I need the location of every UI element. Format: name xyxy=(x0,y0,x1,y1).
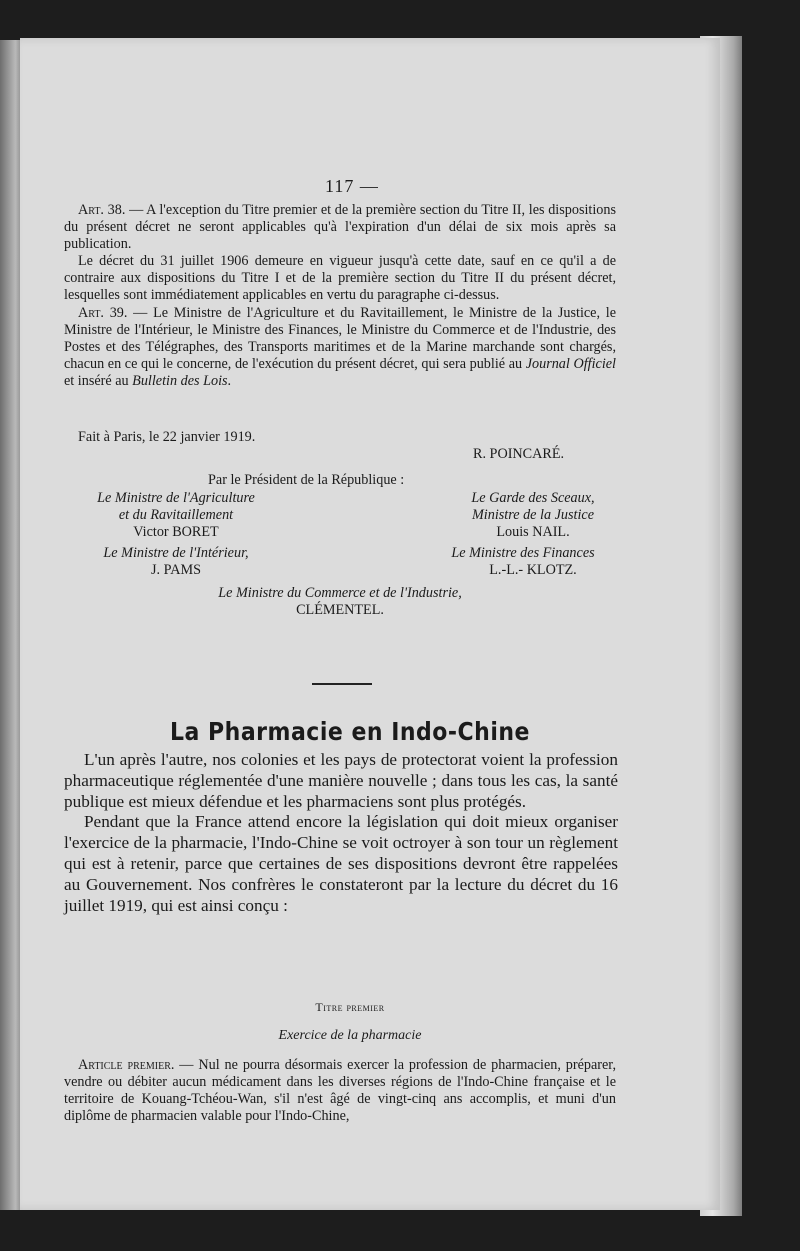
article-premier xyxy=(64,1057,616,1125)
article-premier-body: — Nul ne pourra désormais exercer la profession de pharmacien, préparer, vendre ou débiter aucun médicament dans les diverses régions de l'Indo-Chine française et le territoire de Kouang-Tchéou-Wan, s'il n'est âgé de vingt-cinq ans accomplis, et muni d'un diplôme de pharmacien valable pour l'Indo-Chine, xyxy=(64,1057,617,1125)
page-number: 117 — xyxy=(325,176,379,196)
previous-page-edge xyxy=(0,40,22,1210)
finance-minister-title: Le Ministre des Finances xyxy=(451,545,595,561)
interior-minister-name: J. PAMS xyxy=(151,562,201,578)
scanned-page xyxy=(20,38,720,1210)
decree-articles xyxy=(64,202,616,390)
agriculture-minister-title-2: et du Ravitaillement xyxy=(118,507,234,523)
justice-minister-name: Louis NAIL. xyxy=(496,524,570,540)
journal-officiel: Journal Officiel xyxy=(525,355,617,372)
bulletin-des-lois: Bulletin des Lois xyxy=(132,372,228,389)
article-38-label: Art. xyxy=(78,202,104,218)
article-39-body-cont: et inséré au xyxy=(64,372,133,389)
article-39 xyxy=(64,305,616,390)
justice-minister-title-1: Le Garde des Sceaux, xyxy=(471,490,595,506)
article-introduction xyxy=(64,750,618,916)
interior-minister-title: Le Ministre de l'Intérieur, xyxy=(103,545,249,561)
article-heading: La Pharmacie en Indo-Chine xyxy=(170,718,530,747)
intro-paragraph-2: Pendant que la France attend encore la législation qui doit mieux organiser l'exercice de la pharmacie, l'Indo-Chine se voit octroyer à son tour un règlement qui est à retenir, parce que certaines de ses dispositions devront être rappelées au Gouvernement. Nos confrères le constateront par la lecture du décret du 16 juillet 1919, qui est ainsi conçu : xyxy=(64,812,618,915)
finance-minister-name: L.-L.- KLOTZ. xyxy=(489,562,577,578)
titre-premier: Titre premier xyxy=(315,1000,385,1014)
article-premier-paragraph xyxy=(64,1057,616,1125)
justice-minister-title-2: Ministre de la Justice xyxy=(471,507,594,523)
date-line: Fait à Paris, le 22 janvier 1919. xyxy=(78,429,256,445)
commerce-minister-title: Le Ministre du Commerce et de l'Industrie, xyxy=(218,585,462,601)
decree-1906-paragraph: Le décret du 31 juillet 1906 demeure en vigueur jusqu'à cette date, sauf en ce qu'il a de contraire aux dispositions du Titre I et de la première section du Titre II du présent décret, lesquelles sont immédiatement applicables en vertu du paragraphe ci-dessus. xyxy=(64,253,616,304)
article-39-body: 39. — Le Ministre de l'Agriculture et du Ravitaillement, le Ministre de la Justice, le Ministre de l'Intérieur, le Ministre des Finances, le Ministre du Commerce et de l'Industrie, des Postes et des Télégraphes, des Transports maritimes et de la Marine marchande sont chargés, chacun en ce qui le concerne, de l'exécution du présent décret, qui sera publié au xyxy=(64,304,616,372)
section-title: Exercice de la pharmacie xyxy=(278,1028,422,1043)
article-38-body: 38. — A l'exception du Titre premier et de la première section du Titre II, les dispositions du présent décret ne seront applicables qu'à l'expiration d'un délai de six mois après sa publication. xyxy=(64,202,616,253)
agriculture-minister-title-1: Le Ministre de l'Agriculture xyxy=(97,490,255,506)
president-signature: R. POINCARÉ. xyxy=(473,446,565,462)
article-38 xyxy=(64,202,616,253)
article-39-end: . xyxy=(227,372,232,389)
par-le-president: Par le Président de la République : xyxy=(208,472,405,488)
article-39-label: Art. xyxy=(78,304,104,321)
intro-paragraph-1: L'un après l'autre, nos colonies et les pays de protectorat voient la profession pharmaceutique réglementée d'une manière nouvelle ; dans tous les cas, la santé publique est mieux défendue et les pharmaciens sont plus protégés. xyxy=(64,750,618,811)
section-divider xyxy=(312,683,372,685)
article-premier-label: Article premier. xyxy=(78,1057,175,1073)
commerce-minister-name: CLÉMENTEL. xyxy=(296,602,384,618)
agriculture-minister-name: Victor BORET xyxy=(133,524,219,540)
